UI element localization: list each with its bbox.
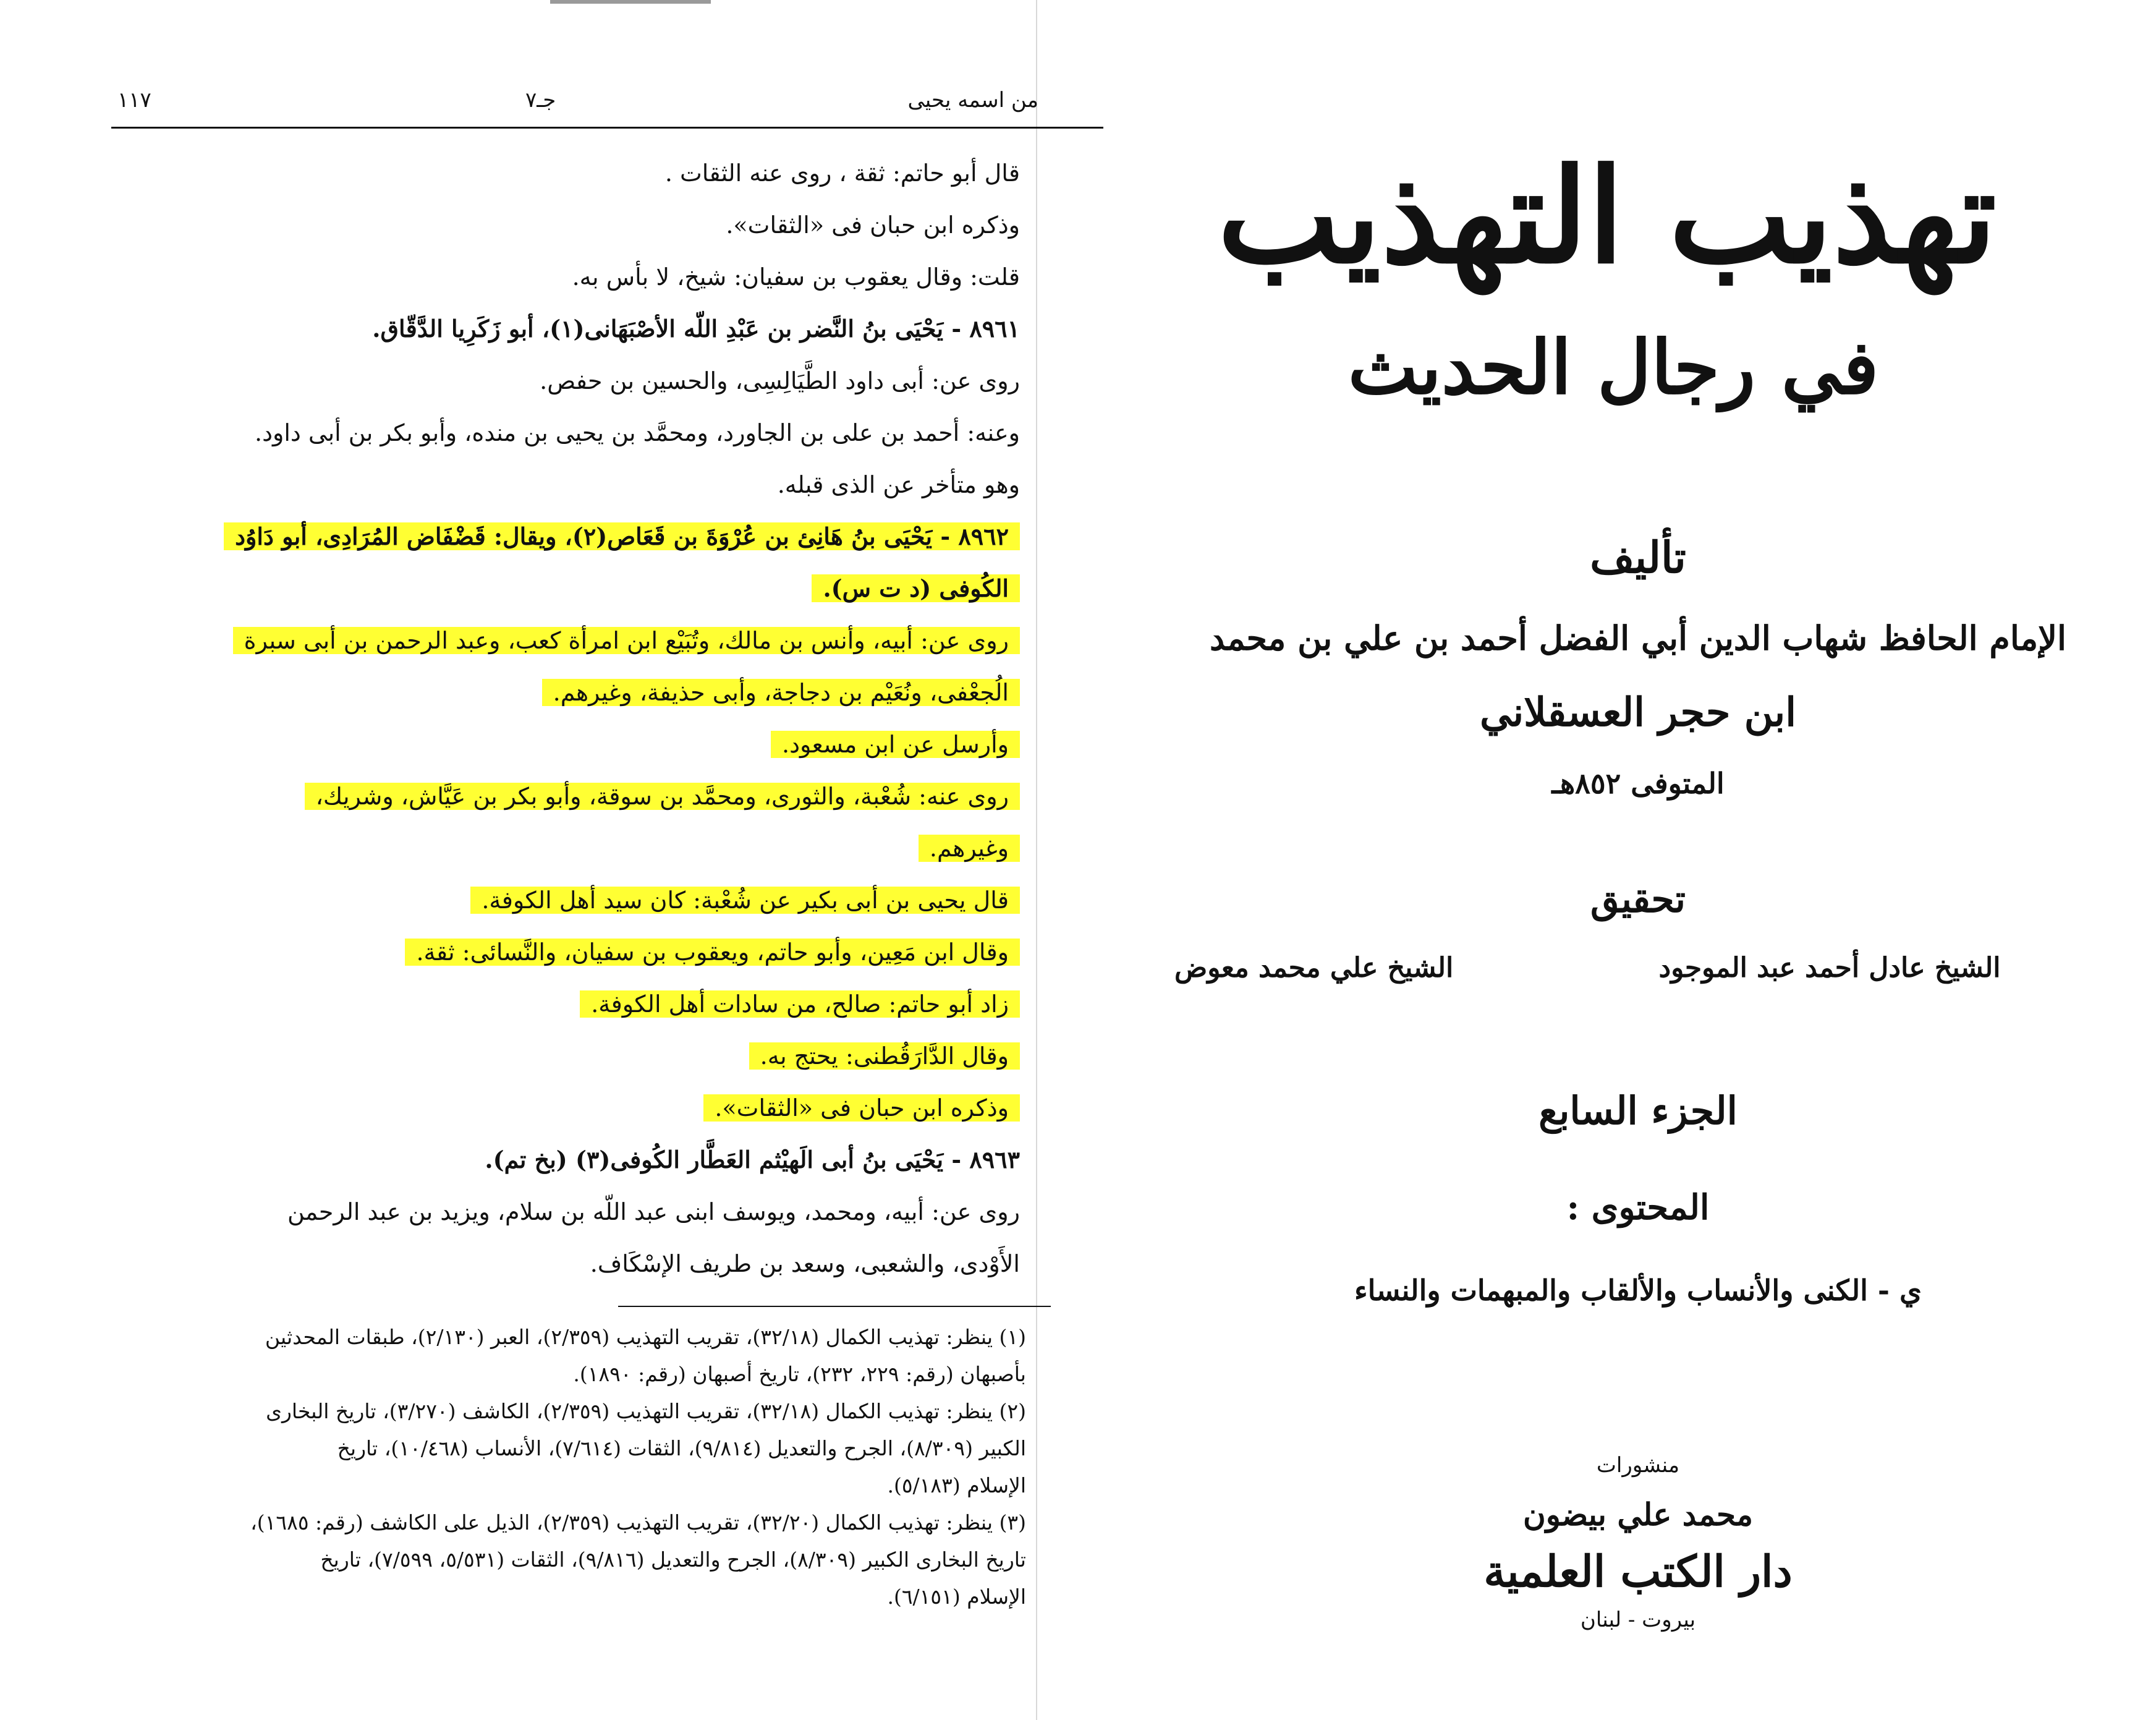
highlighted-text-line <box>405 927 1020 977</box>
text-line-content: وأرسل عن ابن مسعود. <box>771 731 1020 758</box>
contents-description: ي - الكنى والأنساب والألقاب والمبهمات والنساء <box>1354 1274 1922 1307</box>
highlighted-text-line <box>749 1031 1020 1081</box>
text-line-content: زاد أبو حاتم: صالح، من سادات أهل الكوفة. <box>580 990 1020 1018</box>
text-line-content: الكُوفى (د ت س). <box>812 574 1020 602</box>
publisher-prefix: منشورات <box>1596 1453 1680 1478</box>
editing-label: تحقيق <box>1590 878 1686 921</box>
text-line-content: قال أبو حاتم: ثقة ، روى عنه الثقات . <box>664 160 1020 187</box>
author-line-2: ابن حجر العسقلاني <box>1479 689 1797 736</box>
text-line-content: قلت: وقال يعقوب بن سفيان: شيخ، لا بأس به. <box>572 263 1020 291</box>
highlighted-text-line <box>224 512 1020 561</box>
author-line-1: الإمام الحافظ شهاب الدين أبي الفضل أحمد بن علي بن محمد <box>1209 618 2067 658</box>
footnote-line: بأصبهان (رقم: ٢٢٩، ٢٣٢)، تاريخ أصبهان (رقم: ١٨٩٠). <box>573 1362 1026 1386</box>
author-death-date: المتوفى ٨٥٢هـ <box>1551 767 1725 800</box>
text-line-content: ٨٩٦٢ - يَحْيَى بنُ هَانِئ بن عُرْوَةَ بن قَعَاص(٢)، ويقال: قَضْفَاض المُرَادِى، أبو دَاوُد <box>224 522 1020 550</box>
publisher-house-logo: دار الكتب العلمية <box>1483 1546 1793 1597</box>
book-title: تهذيب التهذيب <box>1217 140 1997 292</box>
highlighted-text-line <box>542 668 1020 717</box>
footnote-line: الكبير (٨/٣٠٩)، الجرح والتعديل (٩/٨١٤)، الثقات (٧/٦١٤)، الأنساب (١٠/٤٦٨)، تاريخ <box>337 1436 1026 1460</box>
text-line <box>287 1187 1020 1237</box>
highlighted-text-line <box>580 979 1020 1029</box>
text-line-content: روى عن: أبيه، وأنس بن مالك، وتُبَيْع ابن امرأة كعب، وعبد الرحمن بن أبى سبرة <box>233 627 1020 654</box>
footnote-line: الإسلام (٦/١٥١). <box>887 1585 1026 1609</box>
publisher-name: محمد علي بيضون <box>1523 1496 1753 1533</box>
text-line <box>778 460 1020 509</box>
text-line <box>485 1135 1020 1185</box>
text-line-content: قال يحيى بن أبى بكير عن شُعْبة: كان سيد أهل الكوفة. <box>470 887 1020 914</box>
running-header <box>93 80 1038 130</box>
text-line-content: ٨٩٦٣ - يَحْيَى بنُ أبى الَهيْثم العَطَّار الكُوفى(٣) (بخ تم). <box>485 1146 1020 1173</box>
text-line-content: وهو متأخر عن الذى قبله. <box>777 471 1020 498</box>
authored-label: تأليف <box>1590 532 1686 583</box>
footnote-line: تاريخ البخارى الكبير (٨/٣٠٩)، الجرح والتعديل (٩/٨١٦)، الثقات (٥/٥٣١، ٧/٥٩٩)، تاريخ <box>320 1548 1026 1572</box>
text-line-content: روى عنه: شُعْبة، والثورى، ومحمَّد بن سوقة، وأبو بكر بن عَيَّاش، وشريك، <box>305 783 1020 810</box>
text-line <box>255 408 1020 458</box>
text-line <box>665 148 1020 198</box>
highlighted-text-line <box>919 824 1020 873</box>
footnote-line: (٣) ينظر: تهذيب الكمال (٣٢/٢٠)، تقريب التهذيب (٢/٣٥٩)، الذيل على الكاشف (رقم: ١٦٨٥)، <box>250 1510 1026 1535</box>
text-line-content: الُجعْفى، ونُعَيْم بن دجاجة، وأبى حذيفة، وغيرهم. <box>542 679 1020 706</box>
highlighted-text-line <box>771 720 1020 769</box>
text-line-content: وغيرهم. <box>919 835 1020 862</box>
volume-label: الجزء السابع <box>1538 1088 1738 1133</box>
text-line-content: وعنه: أحمد بن على بن الجاورد، ومحمَّد بن يحيى بن منده، وأبو بكر بن أبى داود. <box>254 419 1020 446</box>
text-line-content: روى عن: أبيه، ومحمد، ويوسف ابنى عبد اللّه بن سلام، ويزيد بن عبد الرحمن <box>287 1198 1020 1225</box>
header-page-number: ١١٧ <box>117 88 151 113</box>
publisher-city: بيروت - لبنان <box>1580 1607 1696 1632</box>
highlighted-text-line <box>305 772 1020 821</box>
text-line-content: وقال ابن مَعِين، وأبو حاتم، ويعقوب بن سفيان، والنَّسائى: ثقة. <box>405 939 1020 966</box>
text-line-content: وذكره ابن حبان فى «الثقات». <box>703 1094 1020 1122</box>
text-line <box>540 356 1020 406</box>
highlighted-text-line <box>812 564 1020 613</box>
highlighted-text-line <box>703 1083 1020 1133</box>
text-line-content: ٨٩٦١ - يَحْيَى بنُ النَّضر بن عَبْدِ اللّه الأصْبَهَانى(١)، أبو زَكَرِيا الدَّقّاق. <box>372 315 1020 343</box>
highlighted-text-line <box>470 875 1020 925</box>
text-line-content: وقال الدَّارَقُطنى: يحتج به. <box>749 1042 1020 1070</box>
footnote-rule <box>618 1306 1051 1307</box>
header-rule <box>111 127 1103 129</box>
text-line-content: روى عن: أبى داود الطَّيَالِسِى، والحسين بن حفص. <box>540 367 1020 394</box>
contents-label: المحتوى : <box>1566 1187 1710 1228</box>
text-line <box>726 200 1020 250</box>
footnote-line: (٢) ينظر: تهذيب الكمال (٣٢/١٨)، تقريب التهذيب (٢/٣٥٩)، الكاشف (٣/٢٧٠)، تاريخ البخارى <box>266 1399 1026 1423</box>
editor-left: الشيخ علي محمد معوض <box>1174 952 1454 984</box>
right-page <box>1174 0 2156 1720</box>
text-line <box>572 252 1020 302</box>
book-subtitle: في رجال الحديث <box>1348 324 1879 411</box>
editor-right: الشيخ عادل أحمد عبد الموجود <box>1658 952 2001 984</box>
text-line <box>590 1239 1020 1288</box>
header-volume: جـ٧ <box>525 88 556 113</box>
highlighted-text-line <box>233 616 1020 665</box>
text-line <box>372 304 1020 354</box>
footnote-line: الإسلام (٥/١٨٣). <box>887 1473 1026 1497</box>
footnote-line: (١) ينظر: تهذيب الكمال (٣٢/١٨)، تقريب التهذيب (٢/٣٥٩)، العبر (٢/١٣٠)، طبقات المحدثين <box>265 1325 1026 1349</box>
scan-edge-mark <box>550 0 711 4</box>
text-line-content: الأَوْدى، والشعبى، وسعد بن طريف الإسْكَاف. <box>590 1250 1020 1277</box>
header-section-title: من اسمه يحيى <box>907 88 1038 113</box>
text-line-content: وذكره ابن حبان فى «الثقات». <box>726 211 1020 239</box>
